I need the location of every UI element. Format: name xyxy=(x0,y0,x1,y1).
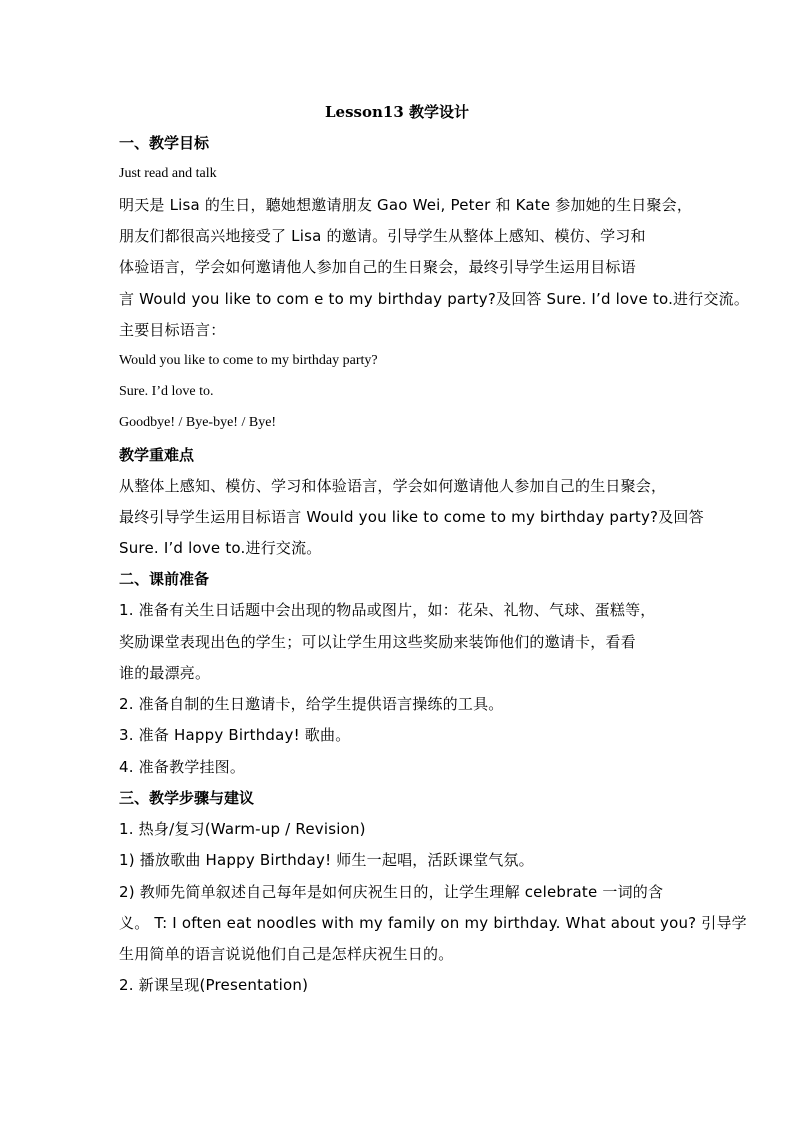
step-subitem: 1) 播放歌曲 Happy Birthday! 师生一起唱，活跃课堂气氛。 xyxy=(119,851,534,869)
section-heading-key-points: 教学重难点 xyxy=(119,446,195,464)
target-language-label: 主要目标语言： xyxy=(119,321,226,339)
prep-item: 2. 准备自制的生日邀请卡，给学生提供语言操练的工具。 xyxy=(119,695,504,713)
prep-item: 4. 准备教学挂图。 xyxy=(119,758,246,776)
step-item: 1. 热身/复习(Warm-up / Revision) xyxy=(119,820,366,838)
page-title: Lesson13 教学设计 xyxy=(325,103,469,121)
key-paragraph-line: 最终引导学生运用目标语言 Would you like to come to my birthday party?及回答 xyxy=(119,508,704,526)
step-item: 2. 新课呈现(Presentation) xyxy=(119,976,309,994)
target-sentence: Goodbye! / Bye-bye! / Bye! xyxy=(119,415,277,430)
intro-paragraph-line: 言 Would you like to com e to my birthday party?及回答 Sure. I’d love to.进行交流。 xyxy=(119,290,750,308)
intro-paragraph-line: 明天是 Lisa 的生日，聽她想邀请朋友 Gao Wei, Peter 和 Kate 参加她的生日聚会， xyxy=(119,196,693,214)
step-subitem-line: 生用简单的语言说说他们自己是怎样庆祝生日的。 xyxy=(119,945,454,963)
key-paragraph-line: Sure. I’d love to.进行交流。 xyxy=(119,539,322,557)
prep-item: 3. 准备 Happy Birthday! 歌曲。 xyxy=(119,726,351,744)
prep-item-line: 1. 准备有关生日话题中会出现的物品或图片，如：花朵、礼物、气球、蛋糕等， xyxy=(119,601,656,619)
step-subitem-line: 2) 教师先简单叙述自己每年是如何庆祝生日的，让学生理解 celebrate 一词的含 xyxy=(119,883,664,901)
section-heading-preparation: 二、课前准备 xyxy=(119,570,210,588)
intro-paragraph-line: 朋友们都很高兴地接受了 Lisa 的邀请。引导学生从整体上感知、模仿、学习和 xyxy=(119,227,646,245)
intro-english: Just read and talk xyxy=(119,166,217,181)
step-subitem-line: 义。 T: I often eat noodles with my family on my birthday. What about you? 引导学 xyxy=(119,914,747,932)
section-heading-objectives: 一、教学目标 xyxy=(119,134,210,152)
target-sentence: Would you like to come to my birthday party? xyxy=(119,353,378,368)
target-sentence: Sure. I’d love to. xyxy=(119,384,214,399)
prep-item-line: 奖励课堂表现出色的学生；可以让学生用这些奖励来装饰他们的邀请卡，看看 xyxy=(119,633,636,651)
intro-paragraph-line: 体验语言，学会如何邀请他人参加自己的生日聚会，最终引导学生运用目标语 xyxy=(119,258,636,276)
prep-item-line: 谁的最漂亮。 xyxy=(119,664,211,682)
section-heading-steps: 三、教学步骤与建议 xyxy=(119,789,255,807)
key-paragraph-line: 从整体上感知、模仿、学习和体验语言，学会如何邀请他人参加自己的生日聚会， xyxy=(119,477,667,495)
